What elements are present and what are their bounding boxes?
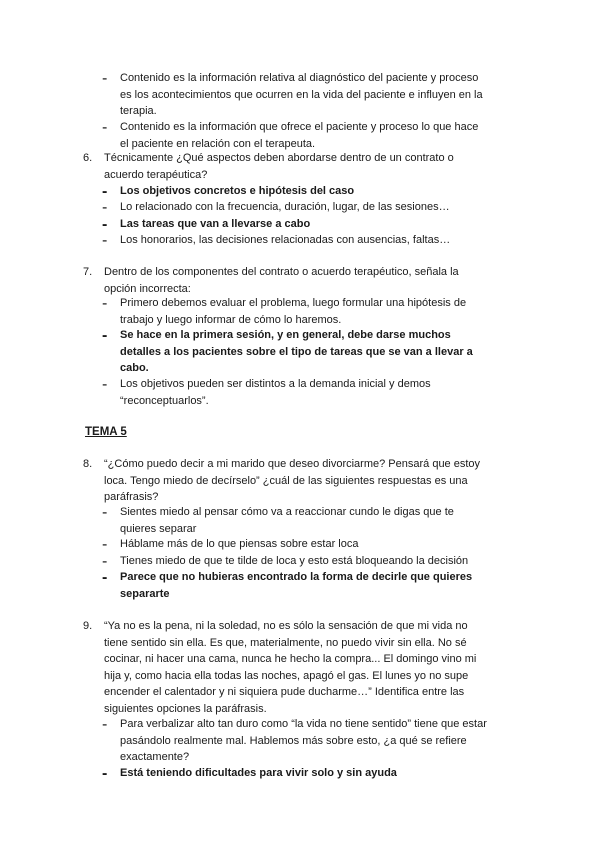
q8-option-3: - Tienes miedo de que te tilde de loca y esto está bloqueando la decisión [102, 553, 469, 570]
q9-option-2: - Está teniendo dificultades para vivir solo y sin ayuda [102, 765, 397, 782]
bullet-dash: - [102, 376, 108, 393]
q7-option-2: - Se hace en la primera sesión, y en general, debe darse muchos detalles a los pacientes sobre el tipo de tareas que se van a llevar a cabo. [102, 327, 473, 374]
bullet-dash: - [102, 199, 108, 216]
q6-option-2: - Lo relacionado con la frecuencia, duración, lugar, de las sesiones… [102, 199, 450, 216]
bullet-dash: - [102, 716, 108, 733]
section-heading: TEMA 5 [85, 426, 127, 438]
q6-option-4: - Los honorarios, las decisiones relacionadas con ausencias, faltas… [102, 232, 451, 249]
question-number: 7. [83, 266, 93, 278]
q8-option-2: - Háblame más de lo que piensas sobre estar loca [102, 536, 359, 553]
bullet-dash: - [102, 216, 108, 233]
question-number: 9. [83, 620, 93, 632]
bullet-dash: - [102, 70, 108, 87]
bullet-dash: - [102, 327, 108, 344]
bullet-dash: - [102, 295, 108, 312]
question-7: 7. Dentro de los componentes del contrato o acuerdo terapéutico, señala la opción incorrecta: [83, 266, 459, 295]
option-pre-2: - Contenido es la información que ofrece el paciente y proceso lo que hace el paciente en relación con el terapeuta. [102, 119, 479, 150]
q6-option-1: - Los objetivos concretos e hipótesis del caso [102, 183, 355, 200]
bullet-dash: - [102, 553, 108, 570]
bullet-dash: - [102, 232, 108, 249]
question-number: 8. [83, 458, 93, 470]
q8-option-4: - Parece que no hubieras encontrado la forma de decirle que quieres separarte [102, 569, 473, 600]
question-9: 9. “Ya no es la pena, ni la soledad, no es sólo la sensación de que mi vida no tiene sentido sin ella. Es que, materialmente, no puedo vivir sin ella. No sé cocinar, ni hacer una cama, nunca he hecho la compra... El domingo vino mi hija y, como hacia ella todas las noches, apagó el gas. El lunes yo no supe encender el calentador y ni siquiera pude ducharme…” Identifica entre las siguientes opciones la paráfrasis. [83, 620, 477, 715]
question-number: 6. [83, 152, 93, 164]
question-6: 6. Técnicamente ¿Qué aspectos deben abordarse dentro de un contrato o acuerdo terapéutica? [83, 152, 454, 181]
q6-option-3: - Las tareas que van a llevarse a cabo [102, 216, 311, 233]
bullet-dash: - [102, 536, 108, 553]
bullet-dash: - [102, 765, 108, 782]
q8-option-1: - Sientes miedo al pensar cómo va a reaccionar cundo le digas que te quieres separar [102, 504, 454, 535]
bullet-dash: - [102, 119, 108, 136]
option-pre-1: - Contenido es la información relativa al diagnóstico del paciente y proceso es los acontecimientos que ocurren en la vida del paciente e influyen en la terapia. [102, 70, 483, 117]
q7-option-1: - Primero debemos evaluar el problema, luego formular una hipótesis de trabajo y luego informar de cómo lo haremos. [102, 295, 467, 326]
bullet-dash: - [102, 569, 108, 586]
q7-option-3: - Los objetivos pueden ser distintos a la demanda inicial y demos “reconceptuarlos”. [102, 376, 431, 407]
question-8: 8. “¿Cómo puedo decir a mi marido que deseo divorciarme? Pensará que estoy loca. Tengo miedo de decírselo” ¿cuál de las siguientes respuestas es una paráfrasis? [83, 458, 481, 503]
bullet-dash: - [102, 183, 108, 200]
bullet-dash: - [102, 504, 108, 521]
q9-option-1: - Para verbalizar alto tan duro como “la vida no tiene sentido” tiene que estar pasándolo realmente mal. Hablemos más sobre esto, ¿a qué se refiere exactamente? [102, 716, 487, 763]
